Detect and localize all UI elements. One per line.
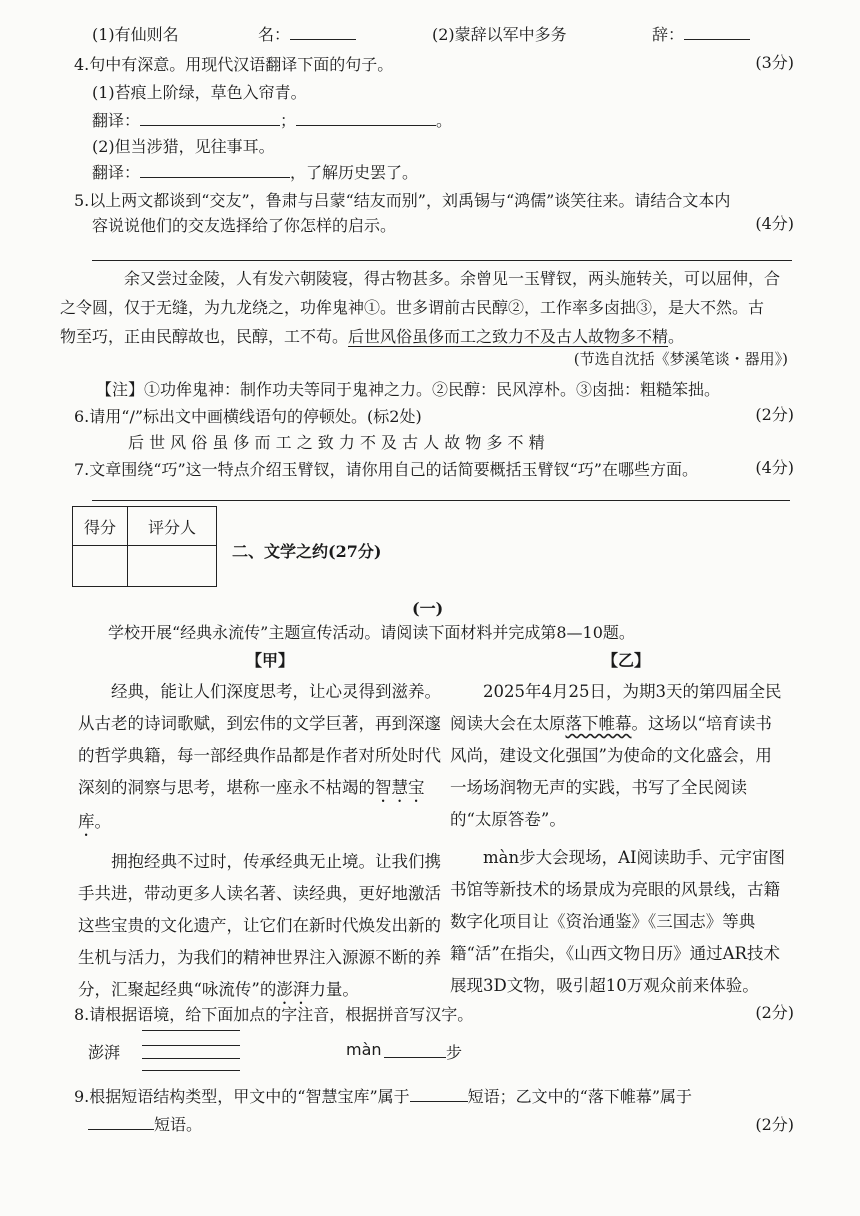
q8-answer2[interactable] <box>384 1040 462 1063</box>
score-box-label-score: 得分 <box>73 507 128 546</box>
score-box-label-grader: 评分人 <box>128 507 217 546</box>
score-box <box>72 506 217 587</box>
q9-line1: 9.根据短语结构类型，甲文中的“智慧宝库”属于 短语；乙文中的“落下帷幕”属于 <box>74 1087 693 1106</box>
q3-item1-answer: 名： <box>258 22 356 45</box>
score-box-cell-score[interactable] <box>73 546 128 587</box>
q4-translation1: 翻译： ； 。 <box>92 111 453 130</box>
section2-part: (一) <box>412 599 444 618</box>
classical-passage: 余又尝过金陵，人有发六朝陵寝，得古物甚多。余曾见一玉臂钗，两头施转关，可以屈伸，合 之令圆，仅于无缝，为九龙绕之，功侔鬼神①。世多谓前古民醇②，工作率多卤拙③，是大不然。古 物至巧，正由民醇故也，民醇，工不苟。后世风俗虽侈而工之致力不及古人故物多不精。 <box>60 269 781 346</box>
q4-translation2: 翻译： ，了解历史罢了。 <box>92 163 419 182</box>
pinyin-box-line3 <box>142 1058 240 1059</box>
q9-line2: 短语。 <box>88 1112 202 1135</box>
passage-note: 【注】①功侔鬼神：制作功夫等同于鬼神之力。②民醇：民风淳朴。③卤拙：粗糙笨拙。 <box>96 380 721 399</box>
q7-answer-line <box>92 500 790 501</box>
q5-answer-line <box>92 260 792 261</box>
q8-word1: 澎湃 <box>88 1043 121 1062</box>
dotted-pengpai: 澎湃 <box>276 980 310 999</box>
q7-prompt: 7.文章围绕“巧”这一特点介绍玉臂钗，请你用自己的话简要概括玉臂钗“巧”在哪些方面。 <box>74 460 698 479</box>
q6-prompt: 6.请用“/”标出文中画横线语句的停顿处。(标2处) <box>74 407 422 426</box>
score-box-cell-grader[interactable] <box>128 546 217 587</box>
q3-item2-answer: 辞： <box>652 22 750 45</box>
underlined-sentence: 后世风俗虽侈而工之致力不及古人故物多不精 <box>348 327 669 346</box>
q8-score: (2分) <box>755 1003 794 1022</box>
passage-source: (节选自沈括《梦溪笔谈・器用》) <box>573 350 788 368</box>
pinyin-box-line2 <box>142 1045 240 1046</box>
q5-prompt-line2: 容说说他们的交友选择给了你怎样的启示。 <box>92 216 397 235</box>
q6-sentence: 后 世 风 俗 虽 侈 而 工 之 致 力 不 及 古 人 故 物 多 不 精 <box>128 433 545 452</box>
q9-score: (2分) <box>755 1115 794 1134</box>
q4-prompt: 4.句中有深意。用现代汉语翻译下面的句子。 <box>74 55 394 74</box>
pinyin-box-line4 <box>142 1070 240 1071</box>
q8-pinyin: màn <box>346 1040 382 1059</box>
q5-prompt-line1: 5.以上两文都谈到“交友”，鲁肃与吕蒙“结友而别”，刘禹锡与“鸿儒”谈笑往来。请结合文本内 <box>74 191 731 210</box>
q3-item1: (1)有仙则名 <box>92 25 179 44</box>
q5-score: (4分) <box>755 214 794 233</box>
q7-score: (4分) <box>755 458 794 477</box>
q4-sentence1: (1)苔痕上阶绿，草色入帘青。 <box>92 83 307 102</box>
q4-score: (3分) <box>755 53 794 72</box>
section2-intro: 学校开展“经典永流传”主题宣传活动。请阅读下面材料并完成第8—10题。 <box>108 623 635 642</box>
yi-text: 2025年4月25日，为期3天的第四届全民阅读大会在太原落下帷幕。这场以“培育读书风尚，建设文化强国”为使命的文化盛会，用一场场润物无声的实践，书写了全民阅读的“太原答卷”。 màn步大会现场，AI阅读助手、元宇宙图书馆等新技术的场景成为亮眼的风景线，古籍数字化项目让《资治通鉴》《三国志》等典籍“活”在指尖，《山西文物日历》通过AR技术展现3D文物，吸引超10万观众前来体验。 <box>450 682 786 995</box>
dotted-zhihuibaoku: 智慧宝库 <box>78 778 425 831</box>
jia-label: 【甲】 <box>246 651 295 670</box>
pinyin-box-line1 <box>142 1030 240 1031</box>
underlined-luoxiaweimu: 落下帷幕 <box>565 714 632 733</box>
yi-label: 【乙】 <box>602 651 651 670</box>
q8-tail: 步 <box>446 1043 463 1062</box>
jia-text: 经典，能让人们深度思考，让心灵得到滋养。从古老的诗词歌赋，到宏伟的文学巨著，再到深邃的哲学典籍，每一部经典作品都是作者对所处时代深刻的洞察与思考，堪称一座永不枯竭的智慧宝库。 拥抱经典不过时，传承经典无止境。让我们携手共进，带动更多人读名著、读经典，更好地激活这些宝贵的文化遗产，让它们在新时代焕发出新的生机与活力，为我们的精神世界注入源源不断的养分，汇聚起经典“咏流传”的澎湃力量。 <box>78 682 441 999</box>
q8-prompt: 8.请根据语境，给下面加点的字注音，根据拼音写汉字。 <box>74 1005 474 1024</box>
q3-item2: (2)蒙辞以军中多务 <box>432 25 567 44</box>
q6-score: (2分) <box>755 405 794 424</box>
q4-sentence2: (2)但当涉猎，见往事耳。 <box>92 137 275 156</box>
section2-title: 二、文学之约(27分) <box>232 542 382 561</box>
